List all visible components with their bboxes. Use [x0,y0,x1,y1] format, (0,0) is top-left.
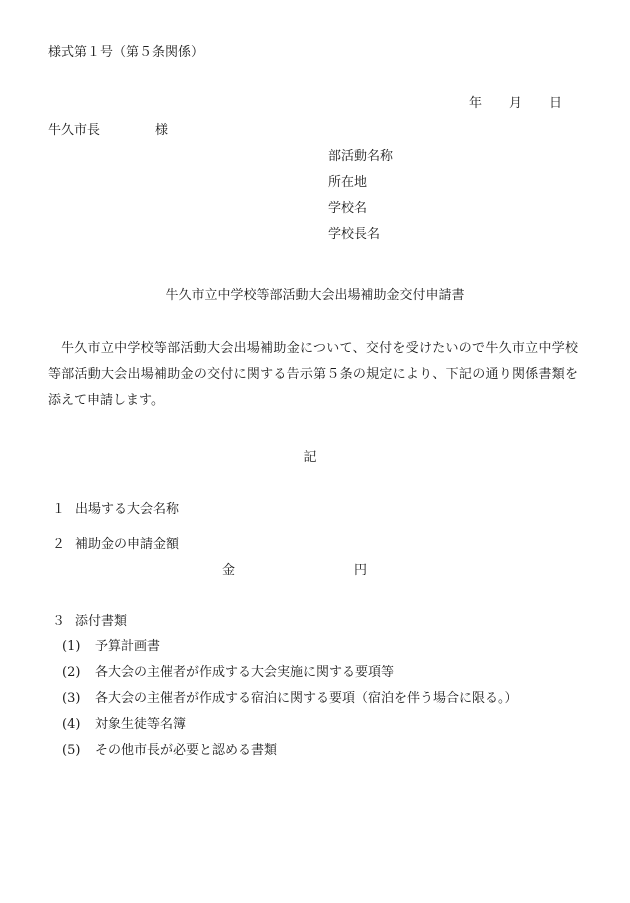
amount-yen-label: 円 [354,563,368,578]
attachment-number: (3) [62,691,81,706]
attachment-number: (5) [62,743,81,758]
document-title: 牛久市立中学校等部活動大会出場補助金交付申請書 [165,288,465,303]
item-tournament-name-label: 出場する大会名称 [75,502,180,517]
attachment-number: (4) [62,717,81,732]
body-paragraph: 牛久市立中学校等部活動大会出場補助金について、交付を受けたいので牛久市立中学校等部活動大会出場補助金の交付に関する告示第５条の規定により、下記の通り関係書類を添えて申請します。 [48,341,578,408]
applicant-principal-name-field: 学校長名 [328,227,381,242]
form-number: 様式第１号（第５条関係） [48,45,205,60]
item-number: ２ [52,537,66,552]
ki-heading: 記 [303,450,317,465]
applicant-club-name-field: 部活動名称 [328,149,394,164]
addressee-honorific: 様 [155,123,169,138]
item-number: １ [52,502,66,517]
date-day-label: 日 [549,96,563,111]
applicant-school-name-field: 学校名 [328,201,368,216]
attachment-other-documents: その他市長が必要と認める書類 [95,743,278,758]
attachment-number: (1) [62,639,81,654]
date-month-label: 月 [509,96,523,111]
item-attachments-label: 添付書類 [75,614,128,629]
attachment-student-roster: 対象生徒等名簿 [95,717,187,732]
attachment-budget-plan: 予算計画書 [95,639,161,654]
date-year-label: 年 [469,96,483,111]
amount-kin-label: 金 [222,563,236,578]
addressee-name: 牛久市長 [48,123,101,138]
applicant-location-field: 所在地 [328,175,368,190]
item-subsidy-amount-label: 補助金の申請金額 [75,537,180,552]
attachment-lodging-guidelines: 各大会の主催者が作成する宿泊に関する要項（宿泊を伴う場合に限る。） [95,691,518,706]
attachment-number: (2) [62,665,81,680]
attachment-tournament-guidelines: 各大会の主催者が作成する大会実施に関する要項等 [95,665,395,680]
item-number: ３ [52,614,66,629]
